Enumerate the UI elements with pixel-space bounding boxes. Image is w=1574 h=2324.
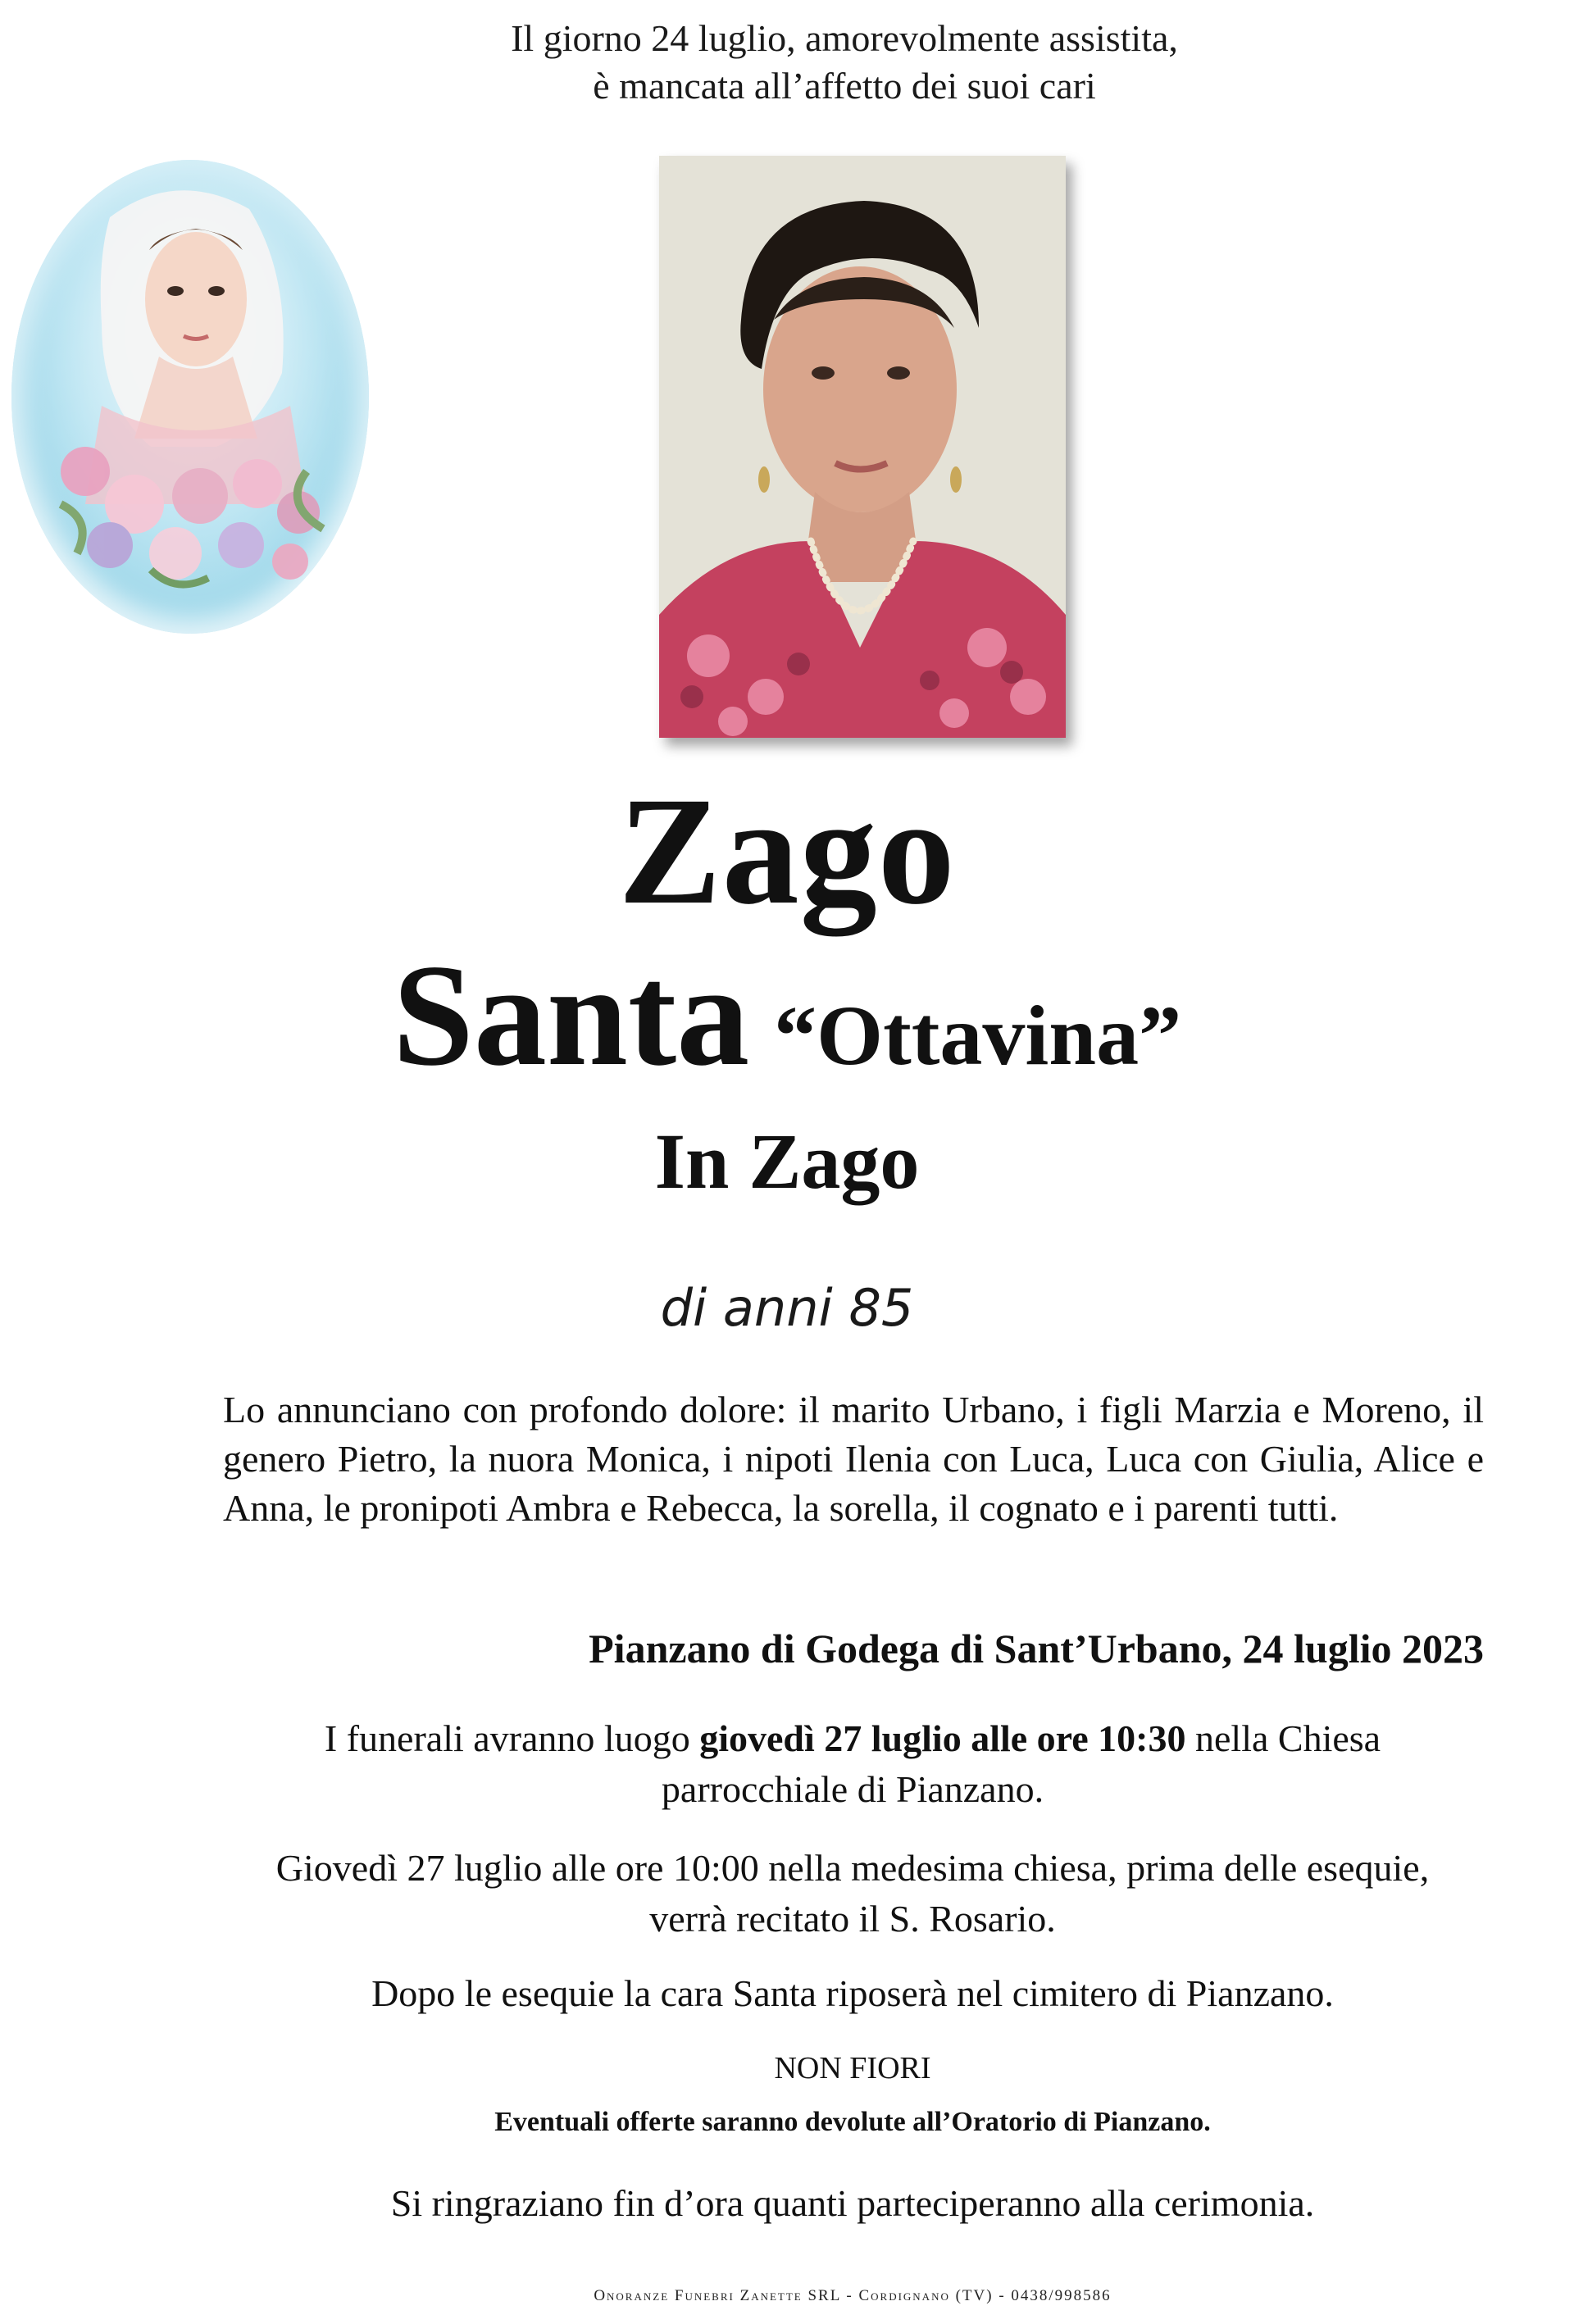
funeral-home-footer: Onoranze Funebri Zanette SRL - Cordignano (TV) - 0438/998586 — [594, 2287, 1112, 2304]
offerings-notice: Eventuali offerte saranno devolute all’Oratorio di Pianzano. — [494, 2107, 1211, 2137]
announcement-paragraph: Lo annunciano con profondo dolore: il marito Urbano, i figli Marzia e Moreno, il genero Pietro, la nuora Monica, i nipoti Ilenia con Luca, Luca con Giulia, Alice e Anna, le pronipoti Ambra e Rebecca, la sorella, il cognato e i parenti tutti. — [223, 1389, 1484, 1529]
burial-details: Dopo le esequie la cara Santa riposerà nel cimitero di Pianzano. — [371, 1972, 1334, 2014]
thanks-text: Si ringraziano fin d’ora quanti parteciperanno alla cerimonia. — [390, 2182, 1315, 2224]
intro-line-1: Il giorno 24 luglio, amorevolmente assistita, — [511, 17, 1178, 59]
no-flowers-notice: NON FIORI — [774, 2051, 931, 2085]
deceased-surname: Zago — [618, 765, 956, 936]
funeral-prefix: I funerali avranno luogo — [324, 1717, 700, 1759]
intro-text — [369, 15, 1320, 110]
rosary-details: Giovedì 27 luglio alle ore 10:00 nella medesima chiesa, prima delle esequie, verrà recitato il S. Rosario. — [275, 1847, 1430, 1940]
portrait-illustration — [659, 156, 1066, 738]
madonna-illustration — [11, 160, 369, 634]
deceased-given-name-line — [0, 934, 1574, 1135]
married-name: In Zago — [654, 1117, 920, 1205]
portrait-photo — [659, 156, 1066, 738]
place-date: Pianzano di Godega di Sant’Urbano, 24 luglio 2023 — [589, 1626, 1484, 1671]
intro-line-2: è mancata all’affetto dei suoi cari — [593, 65, 1096, 107]
age-text: di anni 85 — [660, 1278, 914, 1338]
deceased-nickname: “Ottavina” — [774, 989, 1182, 1083]
funeral-datetime: giovedì 27 luglio alle ore 10:30 — [699, 1717, 1186, 1759]
madonna-image — [11, 160, 369, 634]
deceased-given-name: Santa — [392, 934, 750, 1096]
funeral-details — [246, 1713, 1459, 1815]
funeral-suffix: nella Chiesa parrocchiale di Pianzano. — [661, 1717, 1381, 1810]
